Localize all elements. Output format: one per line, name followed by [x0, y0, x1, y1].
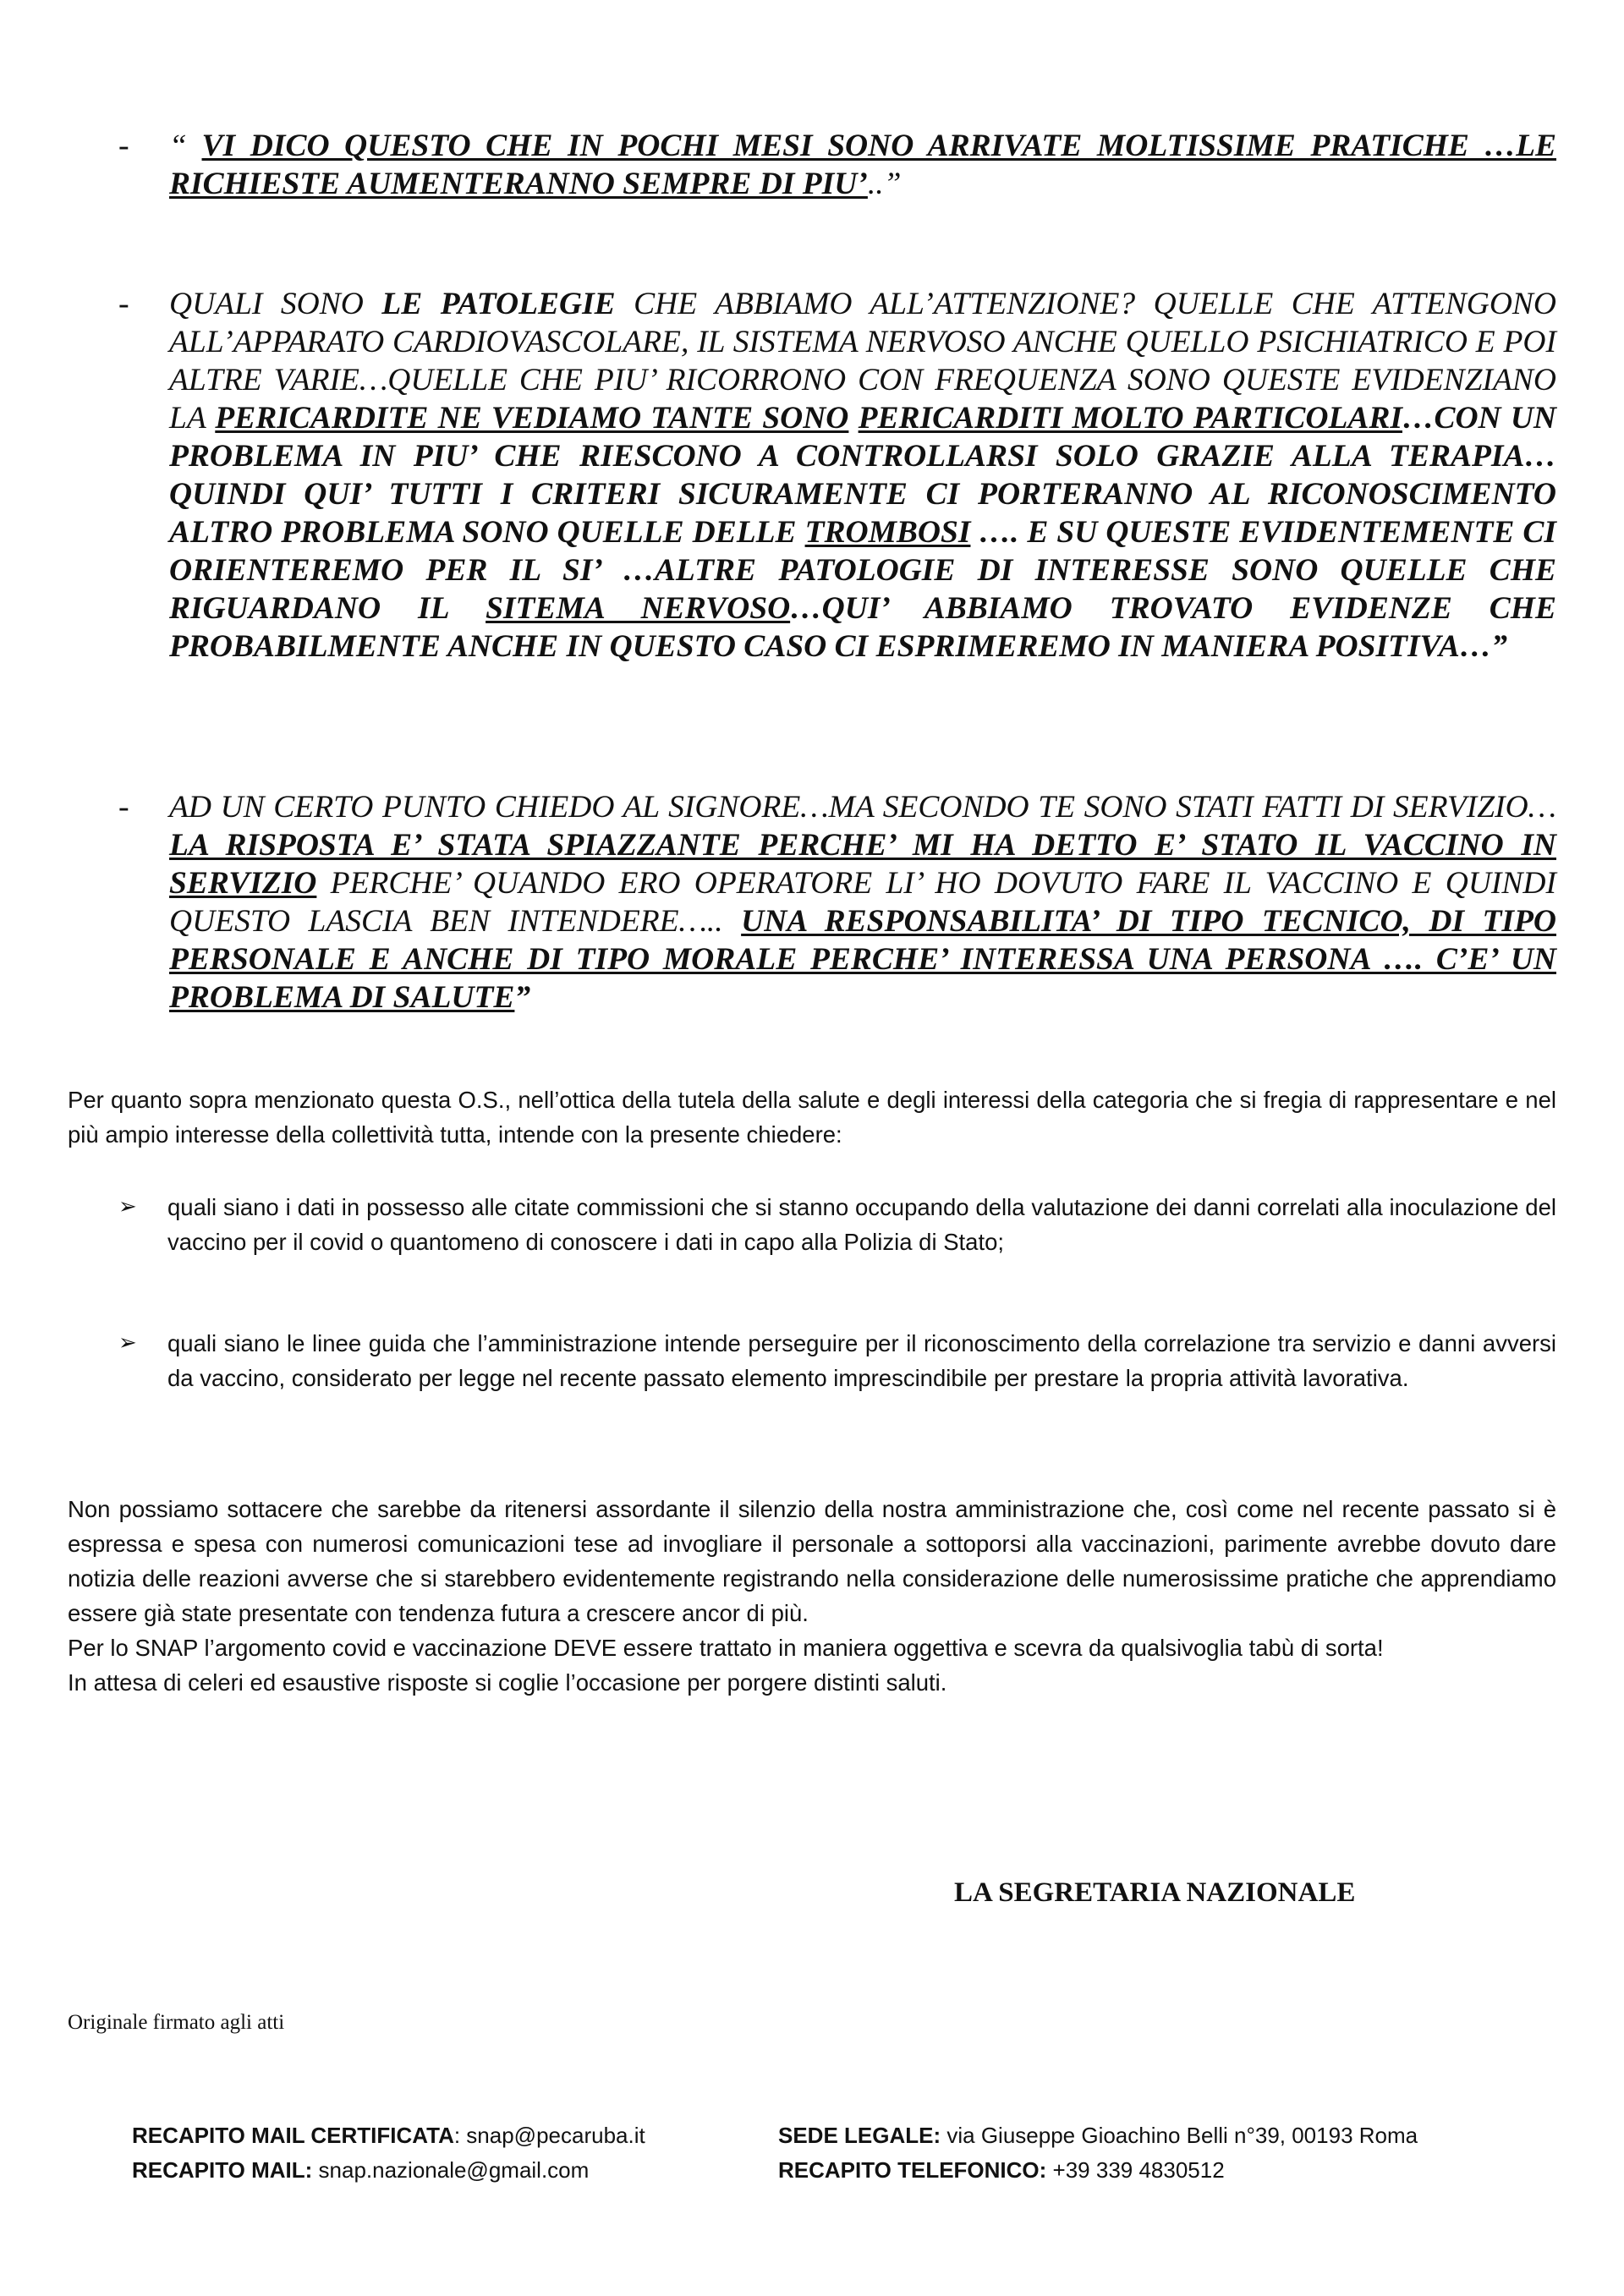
- closing-paragraph-1: Non possiamo sottacere che sarebbe da ritenersi assordante il silenzio della nostra amministrazione che, così come nel recente passato si è espressa e spesa con numerosi comunicazioni tese ad invogliare il personale a sottoporsi alla vaccinazioni, parimente avrebbe dovuto dare notizia delle reazioni avverse che si starebbero evidentemente registrando nella considerazione delle numerosissime pratiche che apprendiamo essere già state presentate con tendenza futura a crescere ancor di più.: [68, 1496, 1556, 1626]
- dash-marker: -: [118, 789, 129, 825]
- footer-mail: RECAPITO MAIL: snap.nazionale@gmail.com: [132, 2157, 590, 2183]
- request-bullet-2: ➢ quali siano le linee guida che l’amministrazione intende perseguire per il riconoscimento della correlazione tra servizio e danni avversi da vaccino, considerato per legge nel recente passato elemento imprescindibile per prestare la propria attività lavorativa.: [118, 1326, 1556, 1395]
- closing-text: [68, 1492, 1556, 1700]
- footer-pec: RECAPITO MAIL CERTIFICATA: snap@pecaruba.it: [132, 2123, 645, 2148]
- arrow-bullet-icon: ➢: [118, 1330, 137, 1356]
- intro-paragraph: Per quanto sopra menzionato questa O.S., nell’ottica della tutela della salute e degli interessi della categoria che si fregia di rappresentare e nel più ampio interesse della collettività tutta, intende con la presente chiedere:: [68, 1087, 1556, 1148]
- request-bullet-1: ➢ quali siano i dati in possesso alle citate commissioni che si stanno occupando della valutazione dei danni correlati alla inoculazione del vaccino per il covid o quantomeno di conoscere i dati in capo alla Polizia di Stato;: [118, 1190, 1556, 1259]
- arrow-bullet-icon: ➢: [118, 1194, 137, 1219]
- footer-left: [132, 2118, 645, 2188]
- quote-text-1: “ VI DICO QUESTO CHE IN POCHI MESI SONO ARRIVATE MOLTISSIME PRATICHE …LE RICHIESTE AUMENTERANNO SEMPRE DI PIU’..”: [169, 129, 1557, 201]
- original-signed-note: Originale firmato agli atti: [68, 2011, 285, 2034]
- dash-marker: -: [118, 128, 129, 163]
- closing-paragraph-2: Per lo SNAP l’argomento covid e vaccinazione DEVE essere trattato in maniera oggettiva e scevra da qualsivoglia tabù di sorta!: [68, 1635, 1384, 1661]
- quote-text-3: AD UN CERTO PUNTO CHIEDO AL SIGNORE…MA SECONDO TE SONO STATI FATTI DI SERVIZIO…LA RISPOSTA E’ STATA SPIAZZANTE PERCHE’ MI HA DETTO E’ STATO IL VACCINO IN SERVIZIO PERCHE’ QUANDO ERO OPERATORE LI’ HO DOVUTO FARE IL VACCINO E QUINDI QUESTO LASCIA BEN INTENDERE….. UNA RESPONSABILITA’ DI TIPO TECNICO, DI TIPO PERSONALE E ANCHE DI TIPO MORALE PERCHE’ INTERESSA UNA PERSONA …. C’E’ UN PROBLEMA DI SALUTE”: [169, 790, 1556, 1015]
- quote-text-2: QUALI SONO LE PATOLEGIE CHE ABBIAMO ALL’ATTENZIONE? QUELLE CHE ATTENGONO ALL’APPARATO CARDIOVASCOLARE, IL SISTEMA NERVOSO ANCHE QUELLO PSICHIATRICO E POI ALTRE VARIE…QUELLE CHE PIU’ RICORRONO CON FREQUENZA SONO QUESTE EVIDENZIANO LA PERICARDITE NE VEDIAMO TANTE SONO PERICARDITI MOLTO PARTICOLARI…CON UN PROBLEMA IN PIU’ CHE RIESCONO A CONTROLLARSI SOLO GRAZIE ALLA TERAPIA…QUINDI QUI’ TUTTI I CRITERI SICURAMENTE CI PORTERANNO AL RICONOSCIMENTO ALTRO PROBLEMA SONO QUELLE DELLE TROMBOSI …. E SU QUESTE EVIDENTEMENTE CI ORIENTEREMO PER IL SI’ …ALTRE PATOLOGIE DI INTERESSE SONO QUELLE CHE RIGUARDANO IL SITEMA NERVOSO…QUI’ ABBIAMO TROVATO EVIDENZE CHE PROBABILMENTE ANCHE IN QUESTO CASO CI ESPRIMEREMO IN MANIERA POSITIVA…”: [169, 287, 1557, 664]
- closing-paragraph-3: In attesa di celeri ed esaustive risposte si coglie l’occasione per porgere distinti saluti.: [68, 1669, 947, 1696]
- footer-phone: RECAPITO TELEFONICO: +39 339 4830512: [778, 2157, 1225, 2183]
- quote-item-2: [118, 285, 1556, 666]
- signature-title: LA SEGRETARIA NAZIONALE: [954, 1877, 1356, 1908]
- dash-marker: -: [118, 286, 129, 321]
- footer-right: [778, 2118, 1418, 2188]
- footer-sede: SEDE LEGALE: via Giuseppe Gioachino Belli n°39, 00193 Roma: [778, 2123, 1418, 2148]
- quote-item-1: [118, 127, 1556, 203]
- quote-item-3: [118, 788, 1556, 1016]
